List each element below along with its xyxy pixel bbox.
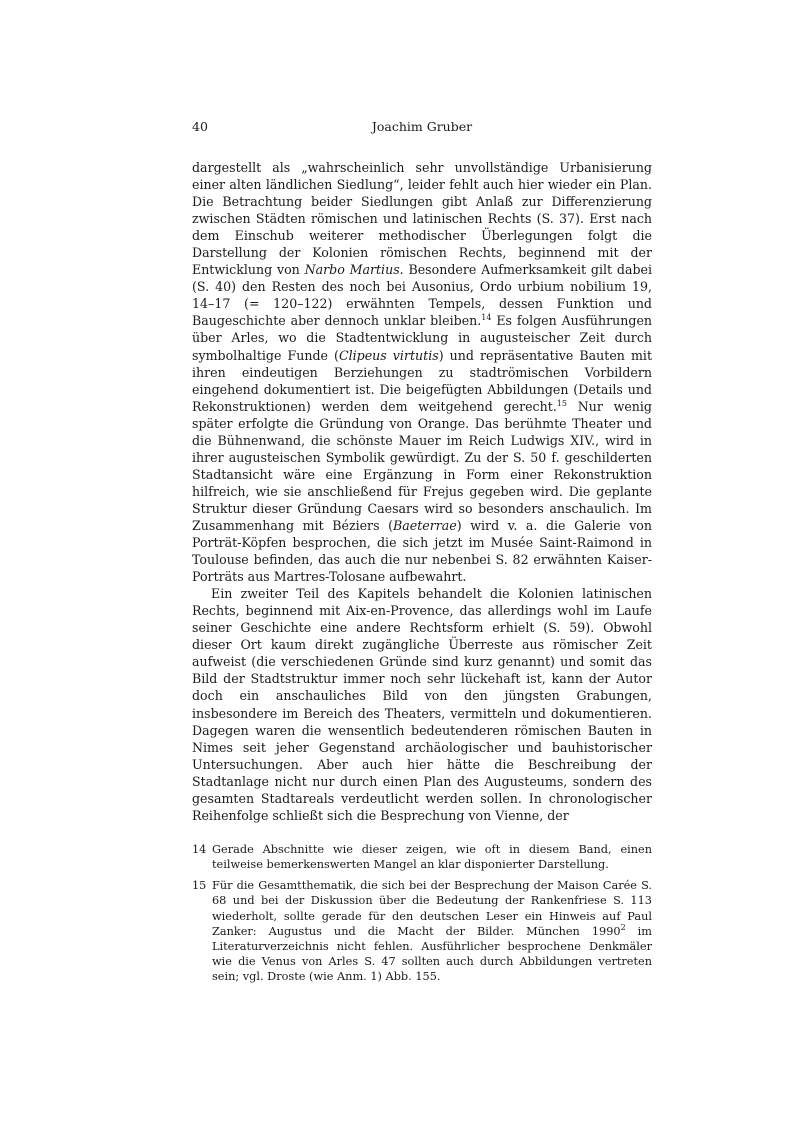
- footnote-ref-14[interactable]: 14: [481, 313, 492, 323]
- paragraph-1-text-e: Nur wenig später erfolgte die Gründung von Orange. Das berühmte Theater und die Bühnenwand, die schönste Mauer im Reich Ludwigs XIV., wird in ihrer augusteischen Symbolik gewürdigt. Zu der S. 50 f. geschilderten Stadtansicht wäre eine Ergänzung in Form einer Rekonstruktion hilfreich, wie sie anschließend für Frejus gegeben wird. Die geplante Struktur dieser Gründung Caesars wird so besonders anschaulich. Im Zusammenhang mit Béziers (: [192, 398, 652, 533]
- book-page: [192, 118, 652, 991]
- footnote-ref-15[interactable]: 15: [556, 398, 567, 408]
- paragraph-1-text-b: . Besondere Aufmerksamkeit gilt dabei (S. 40) den Resten des noch bei Ausonius, Ordo urbium nobilium 19, 14–17 (= 120–122) erwähnten Tempels, dessen Funktion und Baugeschichte aber dennoch unklar bleiben.: [192, 262, 652, 329]
- footnote-15-text-b: im Literaturverzeichnis nicht fehlen. Ausführlicher besprochene Denkmäler wie die Venus von Arles S. 47 sollten auch durch Abbildungen vertreten sein; vgl. Droste (wie Anm. 1) Abb. 155.: [212, 924, 652, 984]
- page-header: [192, 118, 652, 140]
- footnote-text: Gerade Abschnitte wie dieser zeigen, wie oft in diesem Band, einen teilweise bemerkenswerten Mangel an klar disponierter Darstellung.: [212, 842, 652, 872]
- footnote-15: [192, 878, 652, 984]
- clipeus-virtutis-italic: Clipeus virtutis: [338, 347, 439, 363]
- running-head: Joachim Gruber: [371, 119, 473, 134]
- footnotes: [192, 842, 652, 985]
- paragraph-2: Ein zweiter Teil des Kapitels behandelt die Kolonien latinischen Rechts, beginnend mit Aix-en-Provence, das allerdings wohl im Laufe seiner Geschichte eine andere Rechtsform erhielt (S. 59). Obwohl dieser Ort kaum direkt zugängliche Überreste aus römischer Zeit aufweist (die verschiedenen Gründe sind kurz genannt) und somit das Bild der Stadtstruktur immer noch sehr lückehaft ist, kann der Autor doch ein anschauliches Bild von den jüngsten Grabungen, insbesondere im Bereich des Theaters, vermitteln und dokumentieren. Dagegen waren die wensentlich bedeutenderen römischen Bauten in Nimes seit jeher Gegenstand archäologischer und bauhistorischer Untersuchungen. Aber auch hier hätte die Beschreibung der Stadtanlage nicht nur durch einen Plan des Augusteums, sondern des gesamten Stadtareals verdeutlicht werden sollen. In chronologischer Reihenfolge schließt sich die Besprechung von Vienne, der: [192, 586, 652, 823]
- body-text: [192, 159, 652, 824]
- footnote-15-text-a: Für die Gesamtthematik, die sich bei der Besprechung der Maison Carée S. 68 und bei der Diskussion über die Bedeutung der Rankenfriese S. 113 wiederholt, sollte gerade für den deutschen Leser ein Hinweis auf Paul Zanker: Augustus und die Macht der Bilder. München 1990: [212, 879, 652, 938]
- footnote-text: [212, 878, 652, 984]
- footnote-number: 15: [192, 879, 207, 893]
- paragraph-1-text-f: ) wird v. a. die Galerie von Porträt-Köpfen besprochen, die sich jetzt im Musée Saint-Raimond in Toulouse befinden, das auch die nur nebenbei S. 82 erwähnten Kaiser-Porträts aus Martres-Tolosane aufbewahrt.: [192, 517, 652, 585]
- edition-superscript: 2: [620, 923, 626, 933]
- narbo-martius-italic: Narbo Martius: [304, 262, 400, 278]
- footnote-14: [192, 842, 652, 872]
- baeterrae-italic: Baeterrae: [393, 517, 457, 533]
- paragraph-1-text-c: Es folgen Ausführungen über Arles, wo die Stadtentwicklung in augusteischer Zeit durch symbolhaltige Funde (: [192, 313, 653, 363]
- page-number: 40: [192, 119, 208, 134]
- paragraph-1-text-a: dargestellt als „wahrscheinlich sehr unvollständige Urbanisierung einer alten ländlichen Siedlung“, leider fehlt auch hier wieder ein Plan. Die Betrachtung beider Siedlungen gibt Anlaß zur Differenzierung zwischen Städten römischen und latinischen Rechts (S. 37). Erst nach dem Einschub weiterer methodischer Überlegungen folgt die Darstellung der Kolonien römischen Rechts, beginnend mit der Entwicklung von: [192, 160, 652, 278]
- paragraph-1: [192, 159, 652, 585]
- paragraph-1-text-d: ) und repräsentative Bauten mit ihren eindeutigen Berziehungen zu stadtrömischen Vorbildern eingehend dokumentiert ist. Die beigefügten Abbildungen (Details und Rekonstruktionen) werden dem weitgehend gerecht.: [192, 347, 652, 414]
- footnote-number: 14: [192, 842, 207, 856]
